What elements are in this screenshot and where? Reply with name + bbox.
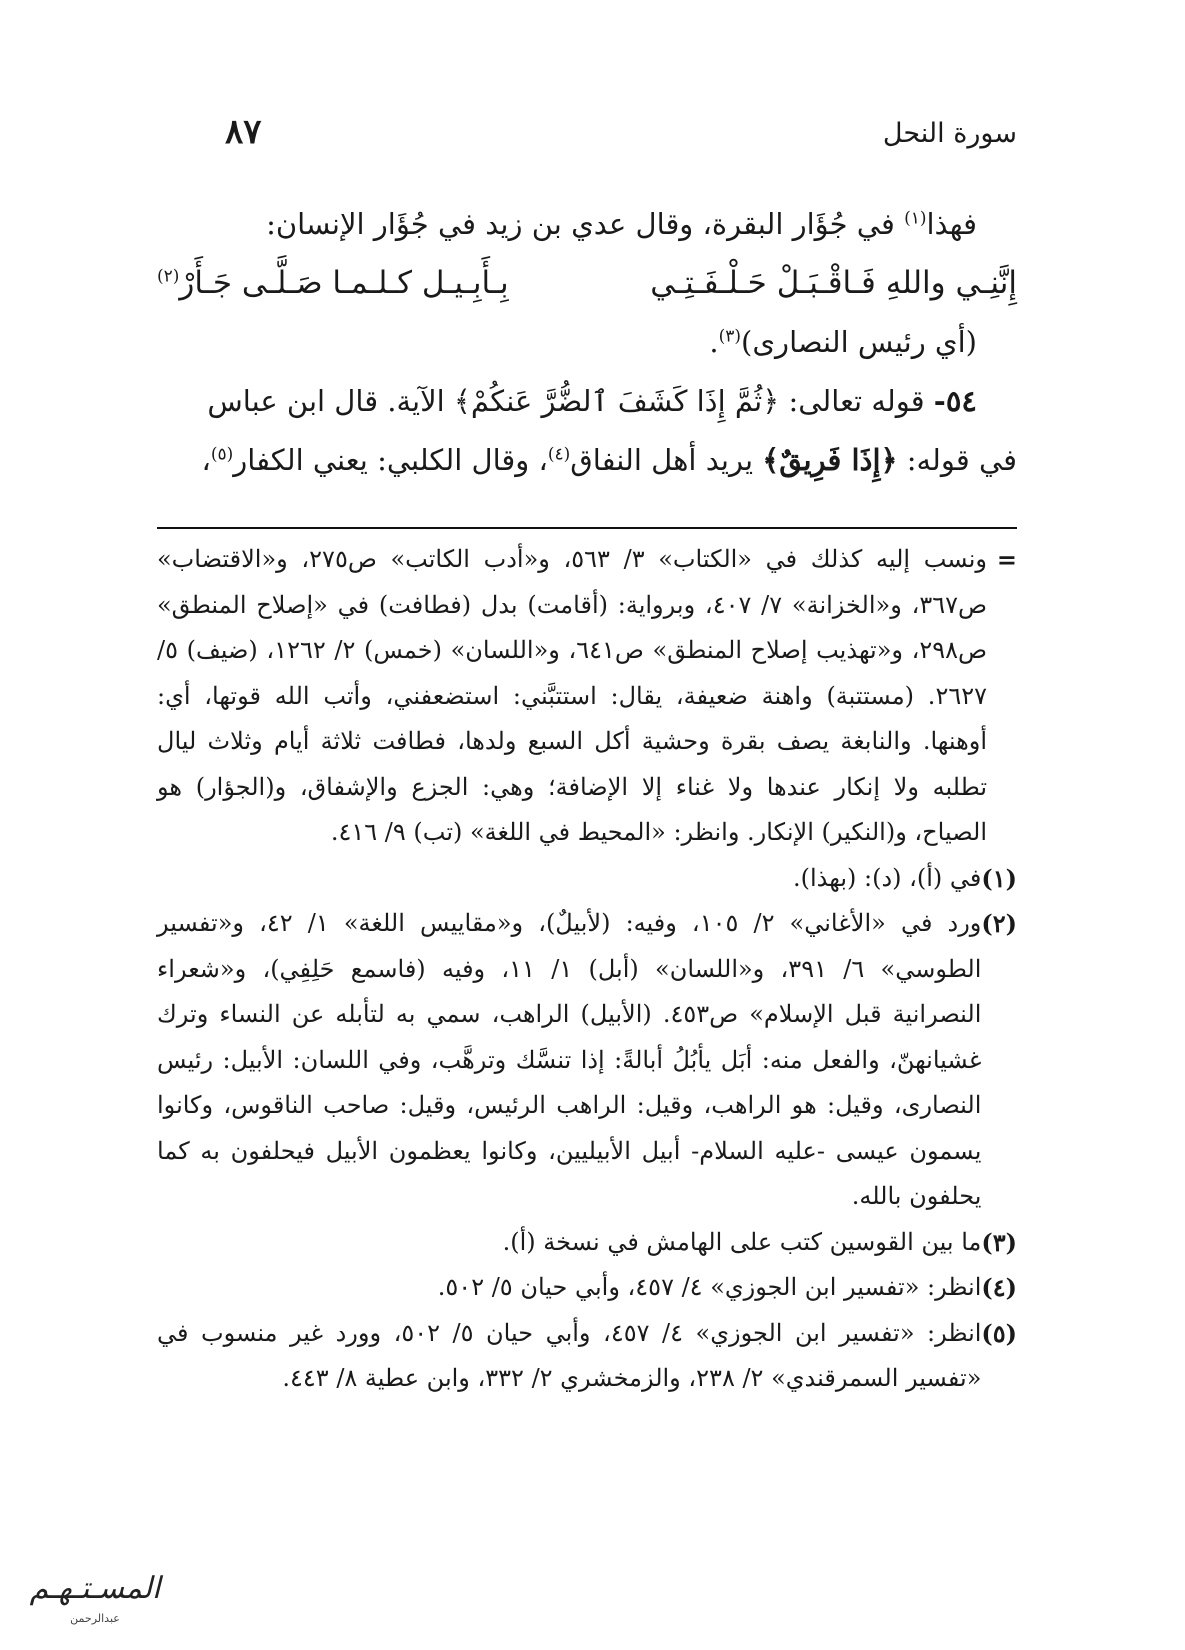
verse-second-hemistich — [157, 254, 509, 313]
page-number: ٨٧ — [225, 112, 262, 152]
footnote-mark: (١) — [981, 863, 1017, 893]
footnote-4 — [157, 1265, 1017, 1311]
footnote-mark: (٢) — [981, 909, 1017, 938]
footnote-text: انظر: «تفسير ابن الجوزي» ٤/ ٤٥٧، وأبي حيان ٥/ ٥٠٢، وورد غير منسوب في «تفسير السمرقندي» ٢/ ٢٣٨، والزمخشري ٢/ ٣٣٢، وابن عطية ٨/ ٤٤٣. — [157, 1318, 982, 1392]
footnote-ref-1[interactable]: (١) — [904, 208, 927, 229]
quran-quote: ﴿إِذَا فَرِيقٌ﴾ — [762, 443, 898, 477]
text-segment: بِـأَبِـيـل كـلـمـا صَـلَّـى جَـأَرْ — [179, 265, 509, 301]
verse-number: ٥٤- — [933, 384, 977, 418]
poetry-verse — [157, 254, 1017, 313]
text-segment: في جُؤَار البقرة، وقال عدي بن زيد في جُؤَار الإنسان: — [266, 207, 905, 241]
footnotes — [157, 537, 1017, 1402]
text-segment: ، وقال الكلبي: يعني الكفار — [233, 443, 548, 477]
footnote-5 — [157, 1311, 1017, 1402]
paragraph-5 — [157, 431, 1017, 490]
text-segment: ، — [201, 443, 211, 477]
verse-first-hemistich: إِنَّنِـي واللهِ فَـاقْـبَـلْ حَـلْـفَـتِـي — [650, 265, 1017, 301]
footnote-mark: (٣) — [981, 1227, 1017, 1257]
footnote-text: ما بين القوسين كتب على الهامش في نسخة (أ). — [502, 1227, 982, 1256]
logo-main-text: المسـتـهـم — [29, 1571, 161, 1606]
footnote-mark: (٥) — [981, 1318, 1017, 1348]
footnote-text: في (أ)، (د): (بهذا). — [793, 863, 982, 892]
text-segment: فهذا — [926, 207, 977, 241]
paragraph-3 — [157, 313, 1017, 372]
footnote-1 — [157, 856, 1017, 902]
footnote-3 — [157, 1220, 1017, 1266]
footnote-continuation — [157, 537, 1017, 856]
watermark-logo — [20, 1560, 170, 1630]
text-segment: قوله تعالى: ﴿ثُمَّ إِذَا كَشَفَ ٱلضُّرَّ عَنكُمْ﴾ الآية. قال ابن عباس — [207, 384, 934, 418]
surah-title: سورة النحل — [882, 118, 1017, 149]
footnote-divider — [157, 527, 1017, 529]
footnote-text: ورد في «الأغاني» ٢/ ١٠٥، وفيه: (لأبيلٌ)، و«مقاييس اللغة» ١/ ٤٢، و«تفسير الطوسي» ٦/ ٣٩١، و«اللسان» (أبل) ١/ ١١، وفيه (فاسمع حَلِفِي)، و«شعراء النصرانية قبل الإسلام» ص٤٥٣. (الأبيل) الراهب، سمي به لتأبله عن النساء وترك غشيانهنّ، والفعل منه: أبَل يأبُلُ أبالةً: إذا تنسَّك وترهَّب، وفي اللسان: الأبيل: رئيس النصارى، وقيل: هو الراهب، وقيل: الراهب الرئيس، وقيل: صاحب الناقوس، وكانوا يسمون عيسى -عليه السلام- أبيل الأبيليين، وكانوا يعظمون الأبيل فيحلفون به كما يحلفون بالله. — [157, 909, 982, 1210]
footnote-ref-3[interactable]: (٣) — [718, 326, 742, 347]
footnote-text: ونسب إليه كذلك في «الكتاب» ٣/ ٥٦٣، و«أدب الكاتب» ص٢٧٥، و«الاقتضاب» ص٣٦٧، و«الخزانة» ٧/ ٤٠٧، وبرواية: (أقامت) بدل (فطافت) في «إصلاح المنطق» ص٢٩٨، و«تهذيب إصلاح المنطق» ص٦٤١، و«اللسان» (خمس) ٢/ ١٢٦٢، (ضيف) ٥/ ٢٦٢٧. (مستتبة) واهنة ضعيفة، يقال: استتبَّني: استضعفني، وأتب الله قوتها، أي: أوهنها. والنابغة يصف بقرة وحشية أكل السبع ولدها، فطافت ثلاثة أيام وثلاث ليال تطلبه ولا إنكار عندها ولا غناء إلا الإضافة؛ وهي: الجزع والإشفاق، و(الجؤار) هو الصياح، و(النكير) الإنكار. وانظر: «المحيط في اللغة» (تب) ٩/ ٤١٦. — [157, 545, 988, 846]
continuation-mark: = — [996, 545, 1017, 574]
footnote-ref-2[interactable]: (٢) — [157, 266, 180, 287]
footnote-ref-4[interactable]: (٤) — [547, 444, 571, 465]
logo-sub-text: عبدالرحمن — [70, 1612, 120, 1625]
paragraph-1 — [157, 195, 1017, 254]
text-segment: في قوله: — [897, 443, 1017, 477]
paragraph-4 — [157, 372, 1017, 431]
footnote-text: انظر: «تفسير ابن الجوزي» ٤/ ٤٥٧، وأبي حيان ٥/ ٥٠٢. — [437, 1273, 982, 1301]
footnote-mark: (٤) — [981, 1273, 1017, 1302]
text-segment: . — [709, 325, 719, 359]
footnote-2 — [157, 901, 1017, 1220]
text-segment: (أي رئيس النصارى) — [741, 325, 977, 359]
main-text — [157, 195, 1017, 490]
footnote-ref-5[interactable]: (٥) — [210, 444, 234, 465]
text-segment: يريد أهل النفاق — [570, 443, 763, 477]
